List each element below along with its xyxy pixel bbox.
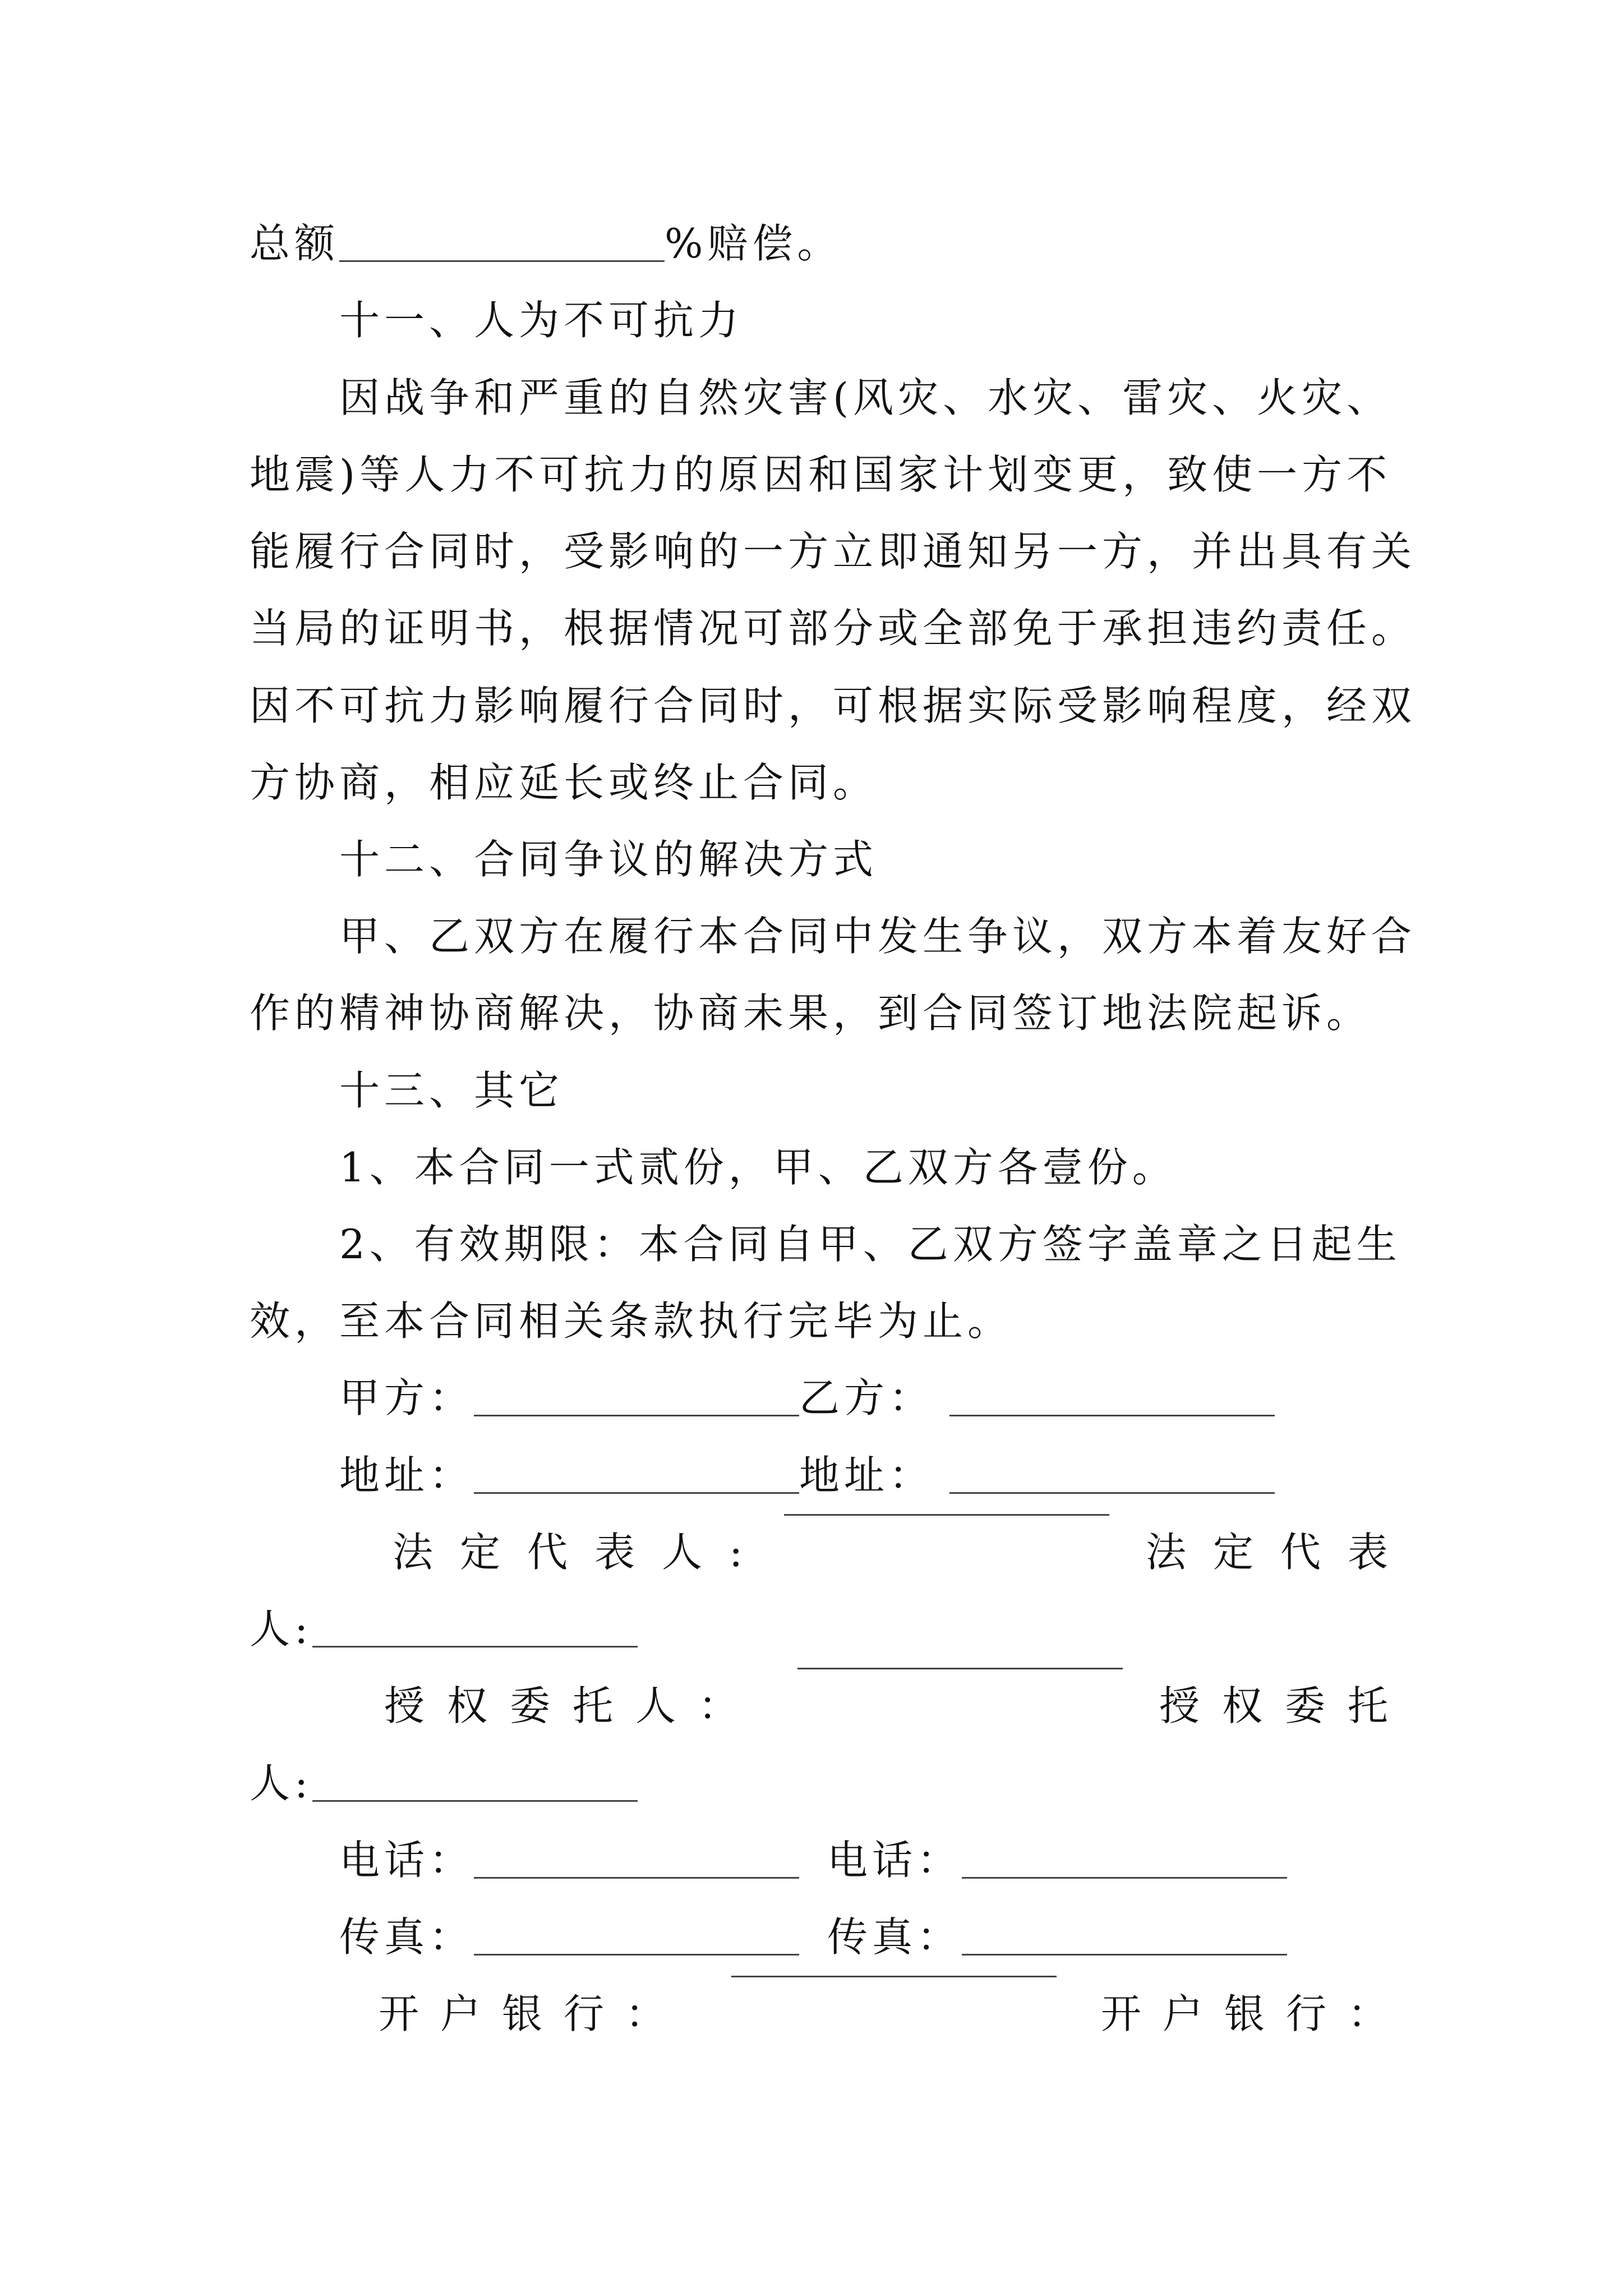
- party-a-label: 甲方：: [339, 1374, 474, 1421]
- section-heading-13: 十三、其它: [339, 1067, 564, 1114]
- paragraph-line: 甲、乙双方在履行本合同中发生争议，双方本着友好合: [339, 913, 1417, 960]
- paragraph-line: 地震)等人力不可抗力的原因和国家计划变更，致使一方不: [250, 451, 1392, 498]
- phone-b-field[interactable]: [962, 1877, 1287, 1879]
- phone-a-field[interactable]: [474, 1877, 799, 1879]
- agent-b-field[interactable]: [312, 1800, 638, 1802]
- paragraph-line: 当局的证明书，根据情况可部分或全部免于承担违约责任。: [250, 605, 1417, 652]
- blank-field: [339, 260, 665, 262]
- fax-b-field[interactable]: [962, 1954, 1287, 1955]
- address-a-label: 地址：: [339, 1452, 474, 1499]
- phone-b-label: 电话：: [827, 1837, 962, 1884]
- paragraph-line: 2、有效期限：本合同自甲、乙双方签字盖章之日起生: [339, 1221, 1401, 1268]
- section-heading-11: 十一、人为不可抗力: [339, 297, 744, 344]
- legal-rep-b-continued: [250, 1591, 1388, 1668]
- bank-a-label: 开户银行：: [379, 1990, 688, 2037]
- legal-rep-a-label: 法定代表人:: [393, 1529, 770, 1576]
- fax-row: [339, 1899, 1405, 1976]
- party-b-field[interactable]: [949, 1415, 1275, 1416]
- fax-a-label: 传真：: [339, 1913, 474, 1961]
- paragraph-line: 效，至本合同相关条款执行完毕为止。: [250, 1297, 1013, 1345]
- text: 总额: [250, 220, 340, 267]
- compensation-line: [250, 205, 1388, 282]
- paragraph-line: 方协商，相应延长或终止合同。: [250, 759, 878, 806]
- paragraph-line: 作的精神协商解决，协商未果，到合同签订地法院起诉。: [250, 990, 1372, 1037]
- address-a-field[interactable]: [474, 1492, 799, 1494]
- address-b-label: 地址：: [799, 1452, 934, 1499]
- paragraph-line: 能履行合同时，受影响的一方立即通知另一方，并出具有关: [250, 528, 1417, 575]
- fax-a-field[interactable]: [474, 1954, 799, 1955]
- fax-b-label: 传真：: [827, 1913, 962, 1961]
- party-row: [339, 1360, 1405, 1437]
- legal-rep-b-label: 法定代表: [1145, 1529, 1415, 1576]
- bank-a-field[interactable]: [731, 1976, 1057, 1977]
- agent-row: [384, 1668, 1410, 1745]
- text: %赔偿。: [665, 220, 842, 267]
- agent-a-field[interactable]: [797, 1668, 1123, 1669]
- agent-a-label: 授权委托人：: [384, 1682, 762, 1729]
- paragraph-line: 因不可抗力影响履行合同时，可根据实际受影响程度，经双: [250, 682, 1417, 729]
- agent-b-label-cont: 人:: [250, 1760, 313, 1807]
- bank-row: [379, 1976, 1409, 2053]
- legal-rep-b-field[interactable]: [312, 1646, 638, 1648]
- phone-a-label: 电话：: [339, 1837, 474, 1884]
- phone-row: [339, 1822, 1405, 1899]
- agent-b-label: 授权委托: [1159, 1682, 1410, 1729]
- section-heading-12: 十二、合同争议的解决方式: [339, 836, 878, 883]
- bank-b-label: 开户银行：: [1100, 1990, 1409, 2037]
- legal-rep-b-label-cont: 人:: [250, 1605, 313, 1653]
- legal-rep-a-field[interactable]: [784, 1514, 1109, 1516]
- address-b-field[interactable]: [949, 1492, 1275, 1494]
- party-b-label: 乙方：: [799, 1374, 934, 1421]
- legal-rep-row: [393, 1514, 1415, 1591]
- agent-b-continued: [250, 1745, 1388, 1822]
- legal-rep-a-group: [393, 1514, 769, 1591]
- party-a-field[interactable]: [474, 1415, 799, 1416]
- address-row: [339, 1437, 1405, 1514]
- paragraph-line: 1、本合同一式贰份，甲、乙双方各壹份。: [339, 1144, 1177, 1191]
- paragraph-line: 因战争和严重的自然灾害(风灾、水灾、雷灾、火灾、: [339, 374, 1392, 421]
